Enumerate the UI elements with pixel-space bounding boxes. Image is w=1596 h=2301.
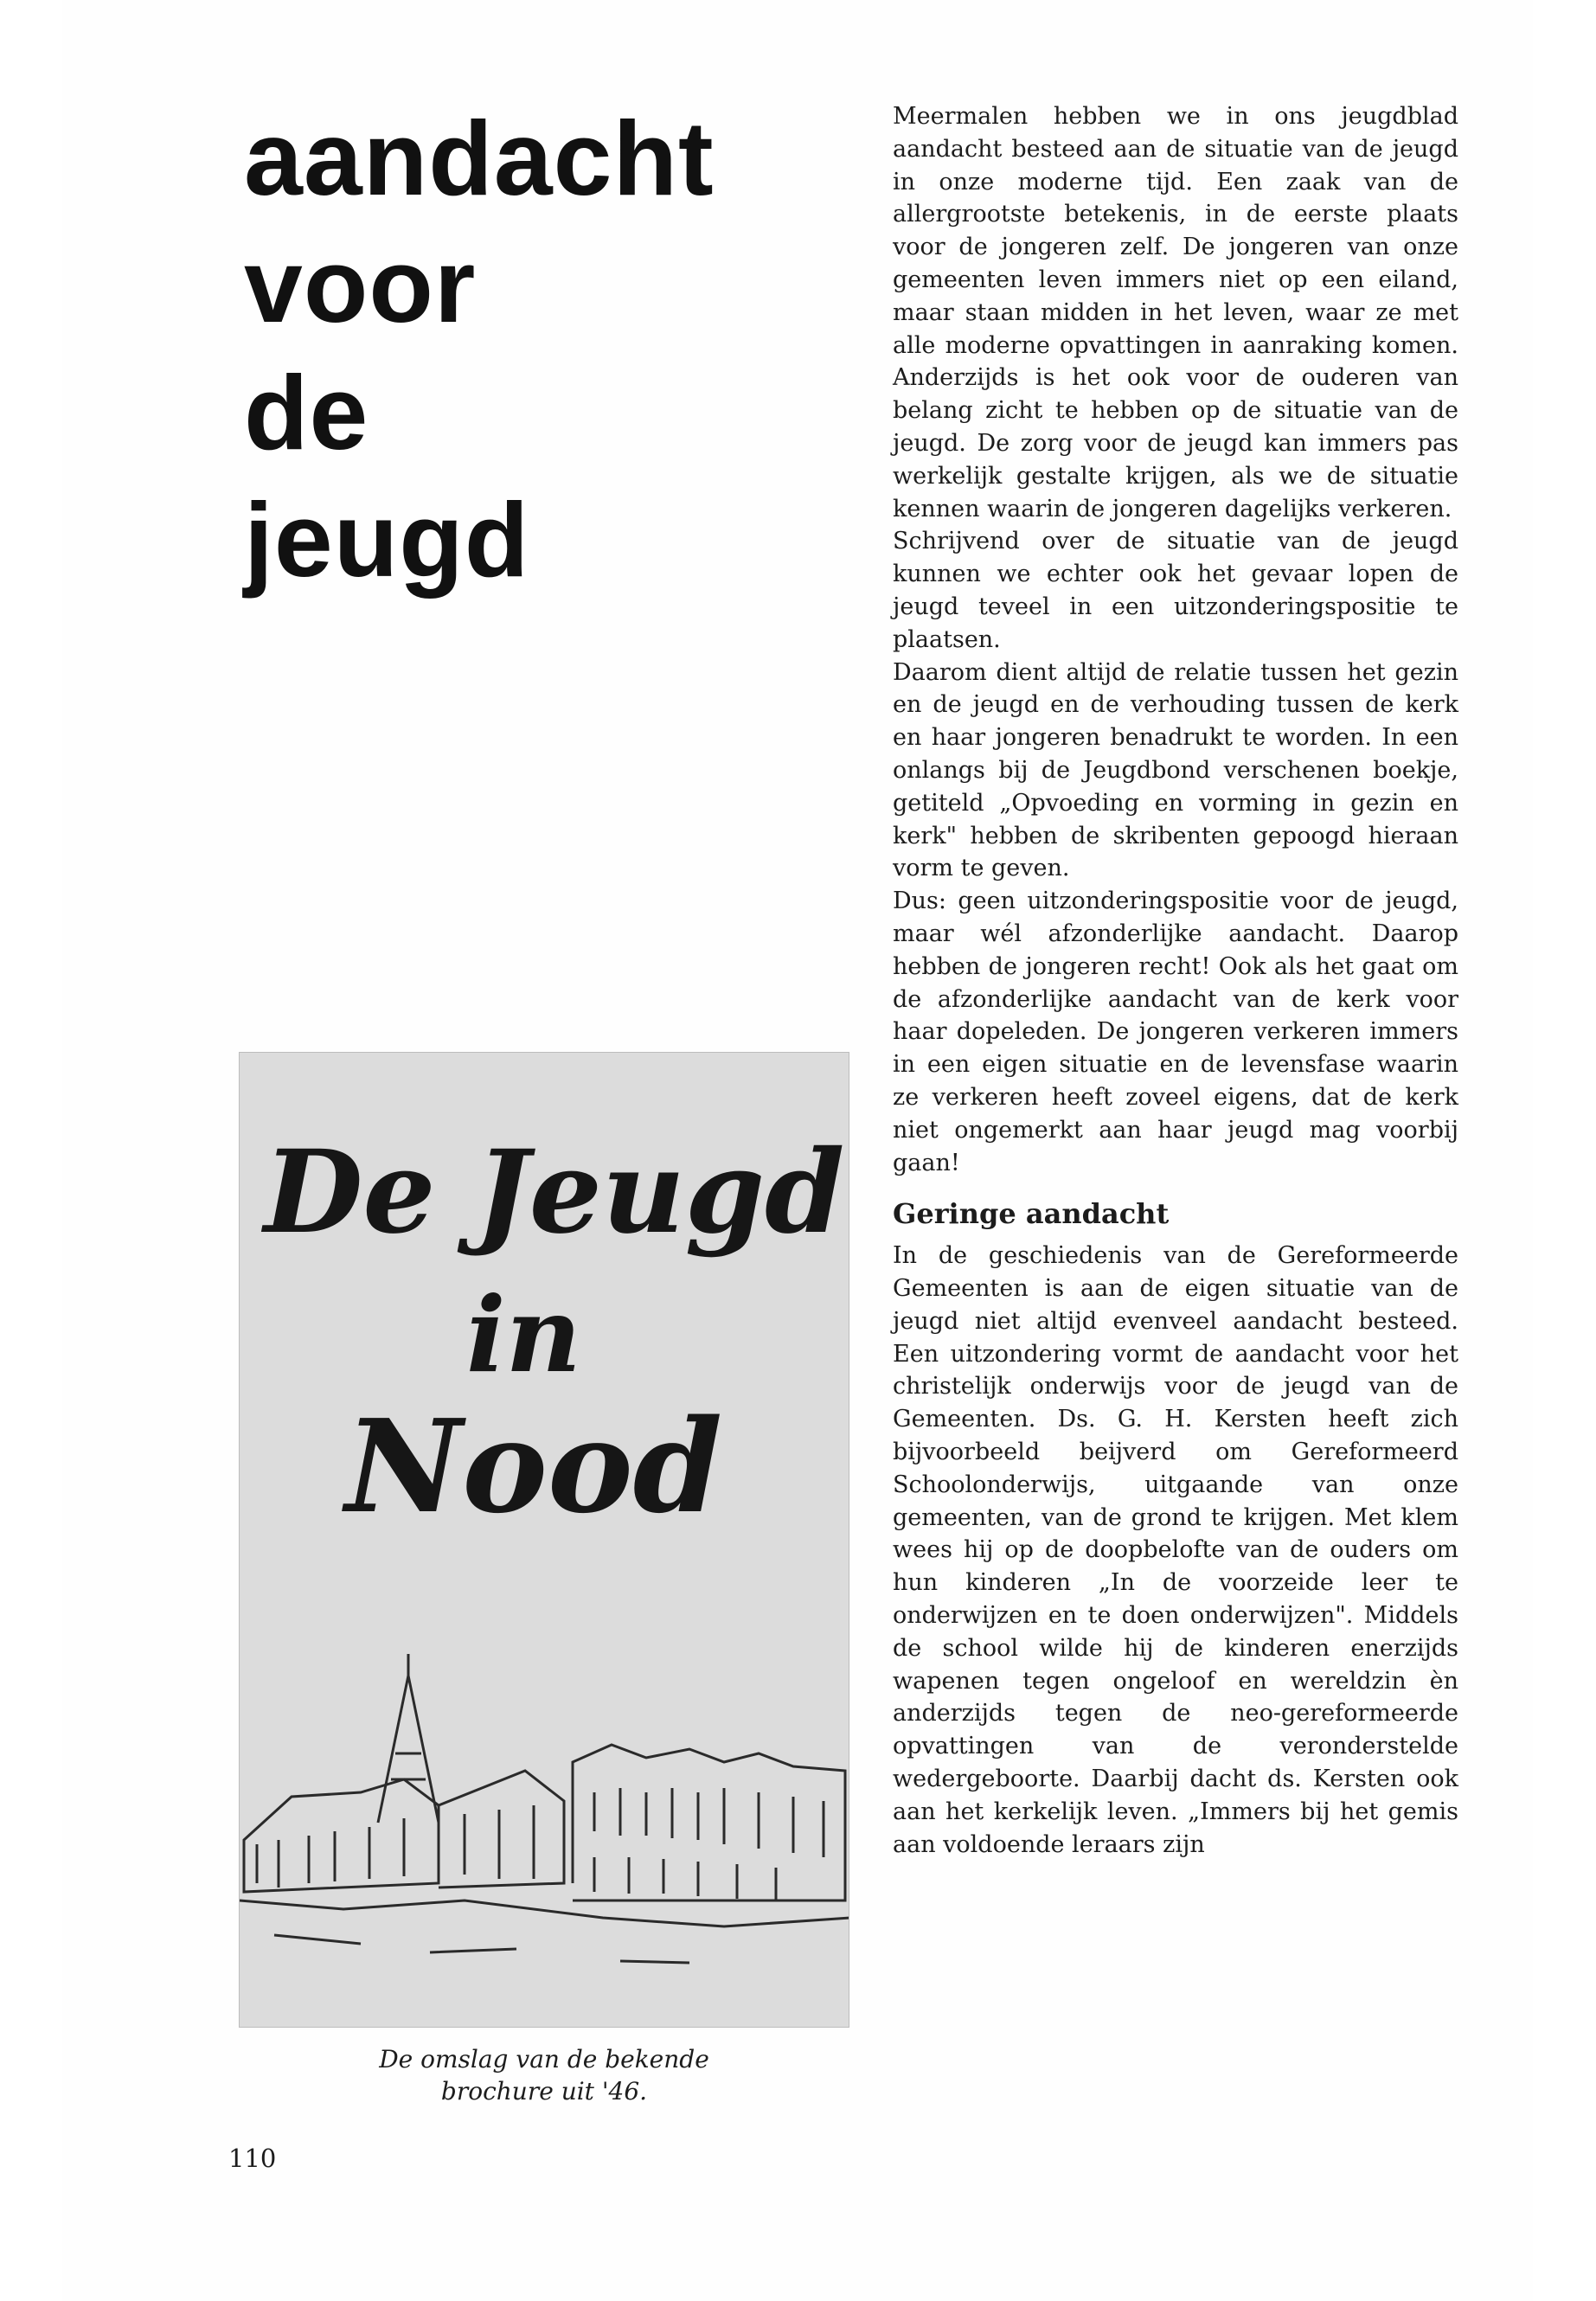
caption-line: brochure uit '46.: [440, 2077, 648, 2106]
paragraph: Meermalen hebben we in ons jeugdblad aandacht besteed aan de situatie van de jeugd in onze moderne tijd. Een zaak van de allergrootste betekenis, in de eerste plaats voor de jongeren zelf. De jongeren van onze gemeenten leven immers niet op een eiland, maar staan midden in het leven, waar ze met alle moderne opvattingen in aanraking komen. Anderzijds is het ook voor de ouderen van belang zicht te hebben op de situatie van de jeugd. De zorg voor de jeugd kan immers pas werkelijk gestalte krijgen, als we de situatie kennen waarin de jongeren dagelijks verkeren.: [893, 103, 1458, 522]
paragraph: In de geschiedenis van de Gereformeerde Gemeenten is aan de eigen situatie van de jeugd niet altijd evenveel aandacht besteed. Een uitzondering vormt de aandacht voor het christelijk onderwijs voor de jeugd van de Gemeenten. Ds. G. H. Kersten heeft zich bijvoorbeeld beijverd om Gereformeerd Schoolonderwijs, uitgaande van onze gemeenten, van de grond te krijgen. Met klem wees hij op de doopbelofte van de ouders om hun kinderen „In de voorzeide leer te onderwijzen en te doen onderwijzen". Middels de school wilde hij de kinderen enerzijds wapenen tegen ongeloof en wereldzin èn anderzijds tegen de neo-gereformeerde opvattingen van de veronderstelde wedergeboorte. Daarbij dacht ds. Kersten ook aan het kerkelijk leven. „Immers bij het gemis aan voldoende leraars zijn: [893, 1242, 1458, 1858]
paragraph: Daarom dient altijd de relatie tussen het gezin en de jeugd en de verhouding tussen de kerk en haar jongeren benadrukt te worden. In een onlangs bij de Jeugdbond verschenen boekje, getiteld „Opvoeding en vorming in gezin en kerk" hebben de skribenten gepoogd hieraan vorm te geven.: [893, 658, 1458, 882]
headline-line: jeugd: [244, 481, 530, 599]
brochure-cover-image: [239, 1052, 849, 2028]
paragraph: Dus: geen uitzonderingspositie voor de jeugd, maar wél afzonderlijke aandacht. Daarop hebben de jongeren recht! Ook als het gaat om de afzonderlijke aandacht van de kerk voor haar dopeleden. De jongeren verkeren immers in een eigen situatie en de levensfase waarin ze verkeren heeft zoveel eigens, dat de kerk niet ongemerkt aan haar jeugd mag voorbij gaan!: [893, 888, 1458, 1176]
page-number: 110: [228, 2144, 277, 2173]
cover-title-line: in: [466, 1274, 581, 1396]
headline-line: voor: [244, 227, 477, 344]
paragraph: Schrijvend over de situatie van de jeugd kunnen we echter ook het gevaar lopen de jeugd teveel in een uitzonderingspositie te plaatsen.: [893, 528, 1458, 653]
caption-line: De omslag van de bekende: [379, 2045, 709, 2073]
subheading: Geringe aandacht: [893, 1197, 1170, 1231]
cover-title-line: De Jeugd: [264, 1125, 845, 1259]
headline-line: aandacht: [244, 99, 715, 217]
town-sketch-icon: [240, 1641, 849, 2028]
headline-line: de: [244, 354, 369, 471]
town-illustration: [240, 1641, 849, 2028]
headline: [244, 95, 867, 604]
image-caption: [239, 2043, 849, 2107]
cover-title: [240, 1053, 849, 1572]
article-body: [893, 100, 1458, 1861]
cover-title-line: Nood: [345, 1391, 723, 1541]
